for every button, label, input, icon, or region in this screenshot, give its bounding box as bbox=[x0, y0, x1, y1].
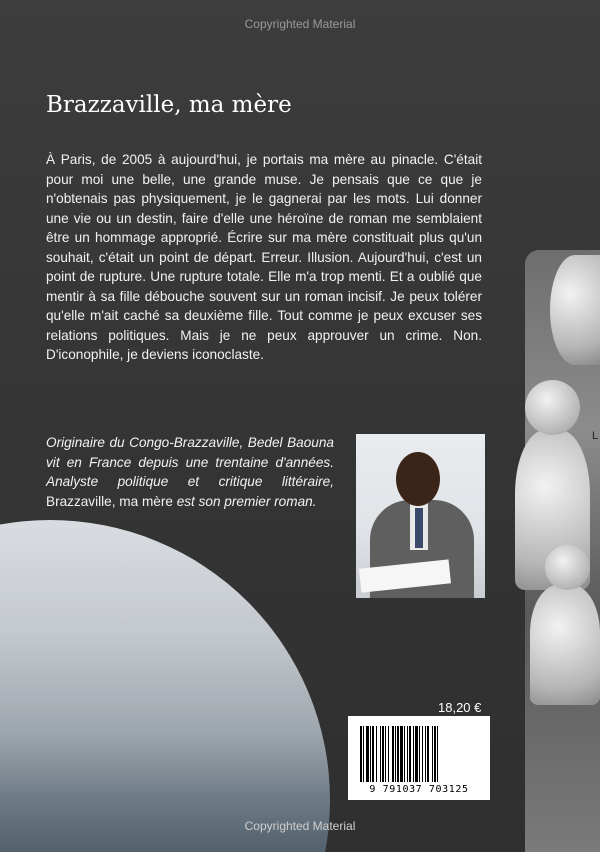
watermark-bottom: Copyrighted Material bbox=[244, 819, 356, 833]
book-summary: À Paris, de 2005 à aujourd'hui, je portais ma mère au pinacle. C'était pour moi une belle, une grande muse. Je pensais que ce que je n'obtenais pas physiquement, je le gagnerai par les mots. Lui donner une vie ou un destin, faire d'elle une héroïne de roman me semblaient être un hommage approprié. Écrire sur ma mère constituait plus qu'un souhait, c'était un point de départ. Erreur. Illusion. Aujourd'hui, c'est un point de rupture. Une rupture totale. Elle m'a trop menti. Et a oublié que mentir à sa fille débouche souvent sur un roman incisif. Je peux tolérer qu'elle m'ait caché sa deuxième fille. Tout comme je peux excuser ses relations politiques. Mais je ne peux approuver un crime. Non. D'iconophile, je deviens iconoclaste. bbox=[46, 152, 482, 362]
isbn-number: 9 791037 703125 bbox=[369, 784, 469, 795]
chess-piece bbox=[545, 545, 590, 590]
author-tie bbox=[415, 508, 423, 548]
bio-text-end: est son premier roman. bbox=[172, 493, 317, 509]
chess-letter: L bbox=[592, 430, 599, 442]
chess-piece bbox=[525, 380, 580, 435]
author-bio bbox=[46, 433, 334, 511]
barcode bbox=[348, 716, 490, 800]
author-photo bbox=[356, 434, 485, 598]
chess-piece bbox=[530, 585, 600, 705]
barcode-bar bbox=[438, 726, 440, 782]
chess-piece bbox=[550, 255, 600, 365]
price-label: 18,20 € bbox=[438, 700, 482, 715]
bio-book-title: Brazzaville, ma mère bbox=[46, 493, 173, 509]
author-head bbox=[396, 452, 440, 506]
city-skyline-image bbox=[0, 520, 330, 852]
bio-text: Originaire du Congo-Brazzaville, Bedel Baouna vit en France depuis une trentaine d'années. Analyste politique et critique littéraire, bbox=[46, 435, 334, 489]
watermark-top: Copyrighted Material bbox=[244, 17, 356, 31]
book-title: Brazzaville, ma mère bbox=[46, 92, 292, 118]
barcode-bars bbox=[360, 726, 478, 782]
